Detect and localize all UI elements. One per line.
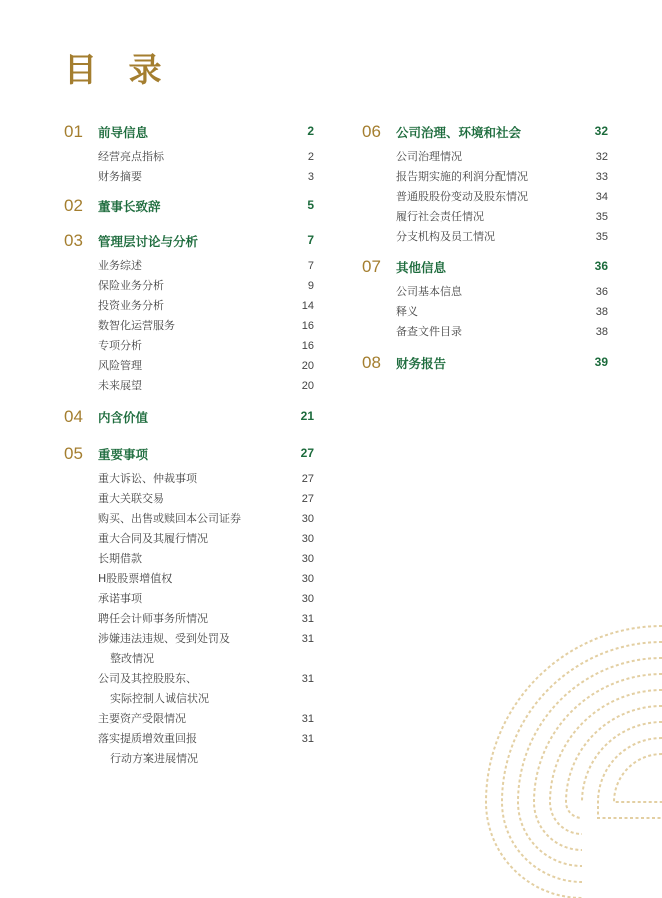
toc-entry[interactable]: [362, 227, 608, 247]
section-number: 05: [64, 444, 83, 463]
entry-label: 公司基本信息: [396, 285, 462, 298]
section-page-number: 2: [307, 124, 314, 138]
entry-label: 公司及其控股股东、: [98, 672, 197, 685]
toc-entry[interactable]: [362, 207, 608, 227]
toc-entry[interactable]: [64, 356, 314, 376]
section-heading[interactable]: [64, 444, 314, 466]
page-title: 目 录: [64, 50, 172, 89]
toc-entry[interactable]: [64, 256, 314, 276]
section-page-number: 36: [594, 259, 608, 273]
section-heading[interactable]: [64, 196, 314, 218]
section-title: 内含价值: [98, 410, 149, 425]
toc-entry[interactable]: [64, 336, 314, 356]
section-title: 管理层讨论与分析: [98, 234, 199, 249]
toc-section: [362, 353, 608, 375]
toc-section: [64, 196, 314, 218]
toc-entry[interactable]: [362, 147, 608, 167]
entry-label: 分支机构及员工情况: [396, 230, 495, 243]
entry-label: 聘任会计师事务所情况: [98, 612, 208, 625]
entry-page-number: 31: [301, 673, 314, 685]
toc-entry[interactable]: [362, 322, 608, 342]
entry-page-number: 27: [301, 493, 314, 505]
entry-page-number: 14: [301, 300, 314, 312]
section-heading[interactable]: [64, 122, 314, 144]
section-number: 06: [362, 122, 381, 141]
toc-entry[interactable]: [362, 167, 608, 187]
section-heading[interactable]: [64, 407, 314, 429]
section-number: 01: [64, 122, 83, 141]
decorative-arcs: [470, 612, 662, 898]
section-heading[interactable]: [362, 353, 608, 375]
section-number: 07: [362, 257, 381, 276]
entry-page-number: 31: [301, 713, 314, 725]
entry-label: 履行社会责任情况: [396, 210, 484, 223]
toc-entry[interactable]: [64, 629, 314, 669]
toc-entry[interactable]: [362, 302, 608, 322]
toc-entry[interactable]: [64, 296, 314, 316]
entry-page-number: 20: [301, 380, 314, 392]
entry-label: 释义: [396, 305, 418, 318]
toc-entry[interactable]: [64, 529, 314, 549]
entry-page-number: 3: [307, 171, 314, 183]
section-items: [362, 147, 608, 247]
entry-label: 重大诉讼、仲裁事项: [98, 472, 197, 485]
entry-page-number: 31: [301, 633, 314, 645]
toc-entry[interactable]: [362, 282, 608, 302]
entry-page-number: 7: [307, 260, 314, 272]
section-title: 重要事项: [98, 447, 149, 462]
toc-section: [64, 444, 314, 769]
section-page-number: 5: [307, 198, 314, 212]
toc-entry[interactable]: [64, 376, 314, 396]
entry-label: 报告期实施的利润分配情况: [396, 170, 528, 183]
toc-entry[interactable]: [64, 509, 314, 529]
entry-page-number: 31: [301, 613, 314, 625]
toc-entry[interactable]: [362, 187, 608, 207]
entry-page-number: 31: [301, 733, 314, 745]
entry-label: 涉嫌违法违规、受到处罚及: [98, 632, 230, 645]
section-page-number: 27: [300, 446, 314, 460]
toc-entry[interactable]: [64, 569, 314, 589]
entry-label: 风险管理: [98, 359, 142, 372]
section-page-number: 39: [594, 355, 608, 369]
section-heading[interactable]: [362, 122, 608, 144]
toc-entry[interactable]: [64, 316, 314, 336]
entry-label: 保险业务分析: [98, 279, 164, 292]
toc-entry[interactable]: [64, 549, 314, 569]
section-page-number: 32: [594, 124, 608, 138]
entry-label: 主要资产受限情况: [98, 712, 186, 725]
toc-section: [64, 407, 314, 429]
toc-section: [362, 257, 608, 342]
section-title: 董事长致辞: [98, 199, 161, 214]
toc-section: [64, 231, 314, 396]
section-page-number: 21: [300, 409, 314, 423]
entry-label: 备查文件目录: [396, 325, 462, 338]
section-page-number: 7: [307, 233, 314, 247]
section-title: 财务报告: [396, 356, 447, 371]
toc-entry[interactable]: [64, 167, 314, 187]
entry-page-number: 30: [301, 513, 314, 525]
entry-page-number: 16: [301, 320, 314, 332]
entry-label: 重大关联交易: [98, 492, 164, 505]
entry-page-number: 16: [301, 340, 314, 352]
entry-label-continued: 整改情况: [110, 652, 154, 665]
entry-page-number: 38: [595, 306, 608, 318]
toc-entry[interactable]: [64, 469, 314, 489]
entry-label: 落实提质增效重回报: [98, 732, 197, 745]
entry-label-continued: 行动方案进展情况: [110, 752, 198, 765]
entry-label: H股股票增值权: [98, 572, 173, 585]
entry-page-number: 9: [307, 280, 314, 292]
entry-page-number: 30: [301, 553, 314, 565]
entry-label-continued: 实际控制人诚信状况: [110, 692, 209, 705]
entry-label: 普通股股份变动及股东情况: [396, 190, 528, 203]
toc-entry[interactable]: [64, 609, 314, 629]
section-items: [362, 282, 608, 342]
section-items: [64, 469, 314, 769]
entry-label: 长期借款: [98, 552, 142, 565]
section-heading[interactable]: [64, 231, 314, 253]
section-number: 03: [64, 231, 83, 250]
section-number: 08: [362, 353, 381, 372]
entry-page-number: 32: [595, 151, 608, 163]
section-items: [64, 147, 314, 187]
entry-label: 业务综述: [98, 259, 142, 272]
toc-left-column: [64, 122, 314, 769]
section-number: 02: [64, 196, 83, 215]
entry-page-number: 38: [595, 326, 608, 338]
toc-entry[interactable]: [64, 589, 314, 609]
entry-page-number: 20: [301, 360, 314, 372]
toc-entry[interactable]: [64, 276, 314, 296]
entry-page-number: 36: [595, 286, 608, 298]
section-heading[interactable]: [362, 257, 608, 279]
section-number: 04: [64, 407, 83, 426]
toc-entry[interactable]: [64, 669, 314, 709]
toc-entry[interactable]: [64, 147, 314, 167]
entry-page-number: 2: [307, 151, 314, 163]
entry-page-number: 34: [595, 191, 608, 203]
entry-label: 投资业务分析: [98, 299, 164, 312]
entry-page-number: 35: [595, 211, 608, 223]
section-title: 前导信息: [98, 125, 149, 140]
entry-page-number: 27: [301, 473, 314, 485]
entry-page-number: 30: [301, 573, 314, 585]
entry-label: 财务摘要: [98, 170, 142, 183]
entry-label: 重大合同及其履行情况: [98, 532, 208, 545]
section-title: 其他信息: [396, 260, 447, 275]
section-title: 公司治理、环境和社会: [396, 125, 522, 140]
entry-page-number: 30: [301, 593, 314, 605]
toc-section: [64, 122, 314, 187]
entry-page-number: 33: [595, 171, 608, 183]
toc-entry[interactable]: [64, 729, 314, 769]
toc-entry[interactable]: [64, 489, 314, 509]
entry-label: 数智化运营服务: [98, 319, 175, 332]
entry-page-number: 30: [301, 533, 314, 545]
entry-label: 未来展望: [98, 379, 142, 392]
section-items: [64, 256, 314, 396]
entry-label: 公司治理情况: [396, 150, 462, 163]
entry-page-number: 35: [595, 231, 608, 243]
entry-label: 经营亮点指标: [98, 150, 164, 163]
toc-entry[interactable]: [64, 709, 314, 729]
toc-section: [362, 122, 608, 247]
entry-label: 专项分析: [98, 339, 142, 352]
toc-right-column: [362, 122, 608, 375]
entry-label: 承诺事项: [98, 592, 142, 605]
entry-label: 购买、出售或赎回本公司证券: [98, 512, 241, 525]
